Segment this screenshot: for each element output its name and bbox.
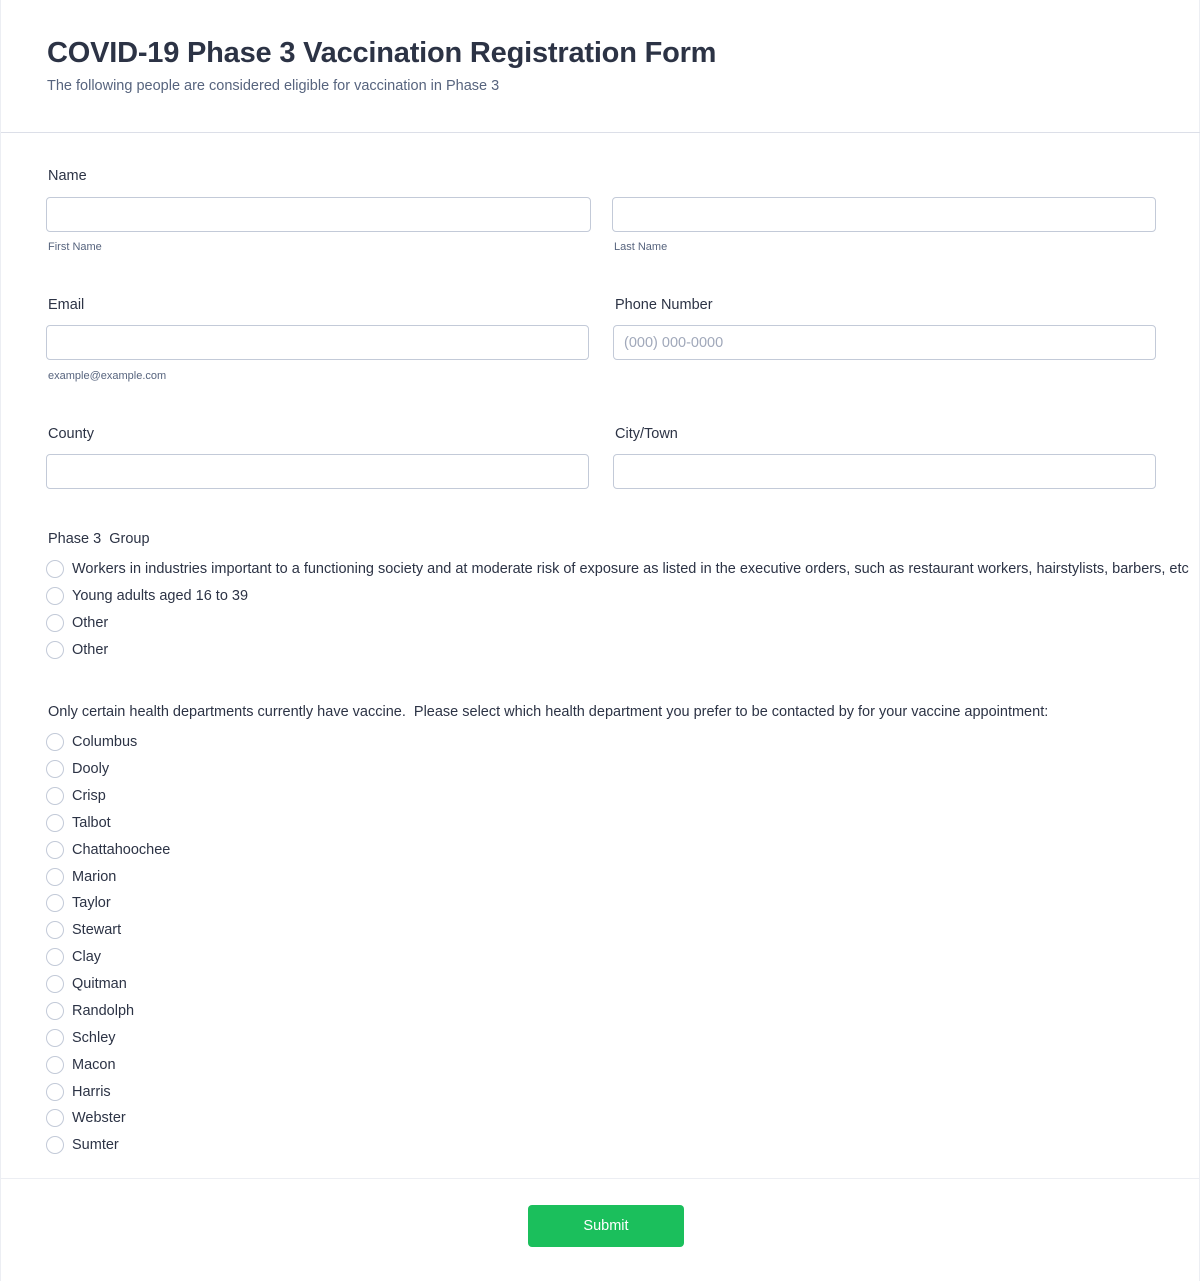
- footer-divider: [1, 1178, 1200, 1179]
- health-department-option[interactable]: Sumter: [46, 1135, 119, 1155]
- radio-button[interactable]: [46, 814, 64, 832]
- health-department-option[interactable]: Harris: [46, 1082, 111, 1102]
- email-input[interactable]: [46, 325, 589, 360]
- email-sublabel: example@example.com: [48, 370, 167, 382]
- radio-button[interactable]: [46, 1029, 64, 1047]
- form-title: COVID-19 Phase 3 Vaccination Registration Form: [47, 37, 717, 69]
- health-department-option[interactable]: Stewart: [46, 920, 121, 940]
- phase-group-option[interactable]: Other: [46, 613, 108, 633]
- radio-button[interactable]: [46, 894, 64, 912]
- radio-button[interactable]: [46, 733, 64, 751]
- health-department-label: Only certain health departments currently have vaccine. Please select which health department you prefer to be contacted by for your vaccine appointment:: [48, 704, 1049, 720]
- radio-button[interactable]: [46, 560, 64, 578]
- radio-button[interactable]: [46, 641, 64, 659]
- radio-button[interactable]: [46, 1002, 64, 1020]
- health-department-option[interactable]: Taylor: [46, 893, 111, 913]
- radio-button[interactable]: [46, 921, 64, 939]
- radio-button[interactable]: [46, 614, 64, 632]
- health-department-option[interactable]: Schley: [46, 1028, 116, 1048]
- health-department-option[interactable]: Chattahoochee: [46, 840, 170, 860]
- phase-group-option[interactable]: Other: [46, 640, 108, 660]
- health-department-option[interactable]: Clay: [46, 947, 101, 967]
- health-department-option[interactable]: Columbus: [46, 732, 137, 752]
- radio-button[interactable]: [46, 760, 64, 778]
- radio-button[interactable]: [46, 841, 64, 859]
- phase-group-option[interactable]: Young adults aged 16 to 39: [46, 586, 248, 606]
- email-label: Email: [48, 297, 85, 313]
- radio-button[interactable]: [46, 787, 64, 805]
- radio-button[interactable]: [46, 948, 64, 966]
- last-name-input[interactable]: [612, 197, 1156, 232]
- radio-button[interactable]: [46, 1136, 64, 1154]
- submit-button[interactable]: Submit: [528, 1205, 684, 1247]
- city-label: City/Town: [615, 426, 678, 442]
- radio-button[interactable]: [46, 975, 64, 993]
- phase-group-label: Phase 3 Group: [48, 531, 150, 547]
- first-name-input[interactable]: [46, 197, 591, 232]
- radio-button[interactable]: [46, 587, 64, 605]
- health-department-option[interactable]: Dooly: [46, 759, 109, 779]
- county-input[interactable]: [46, 454, 589, 489]
- health-department-option[interactable]: Macon: [46, 1055, 116, 1075]
- city-input[interactable]: [613, 454, 1156, 489]
- first-name-sublabel: First Name: [48, 241, 102, 253]
- last-name-sublabel: Last Name: [614, 241, 668, 253]
- radio-button[interactable]: [46, 1109, 64, 1127]
- health-department-option[interactable]: Webster: [46, 1108, 126, 1128]
- radio-button[interactable]: [46, 1056, 64, 1074]
- health-department-option[interactable]: Randolph: [46, 1001, 134, 1021]
- form-header: [1, 0, 1200, 133]
- phone-input[interactable]: [613, 325, 1156, 360]
- health-department-option[interactable]: Crisp: [46, 786, 106, 806]
- name-label: Name: [48, 168, 87, 184]
- phase-group-option[interactable]: Workers in industries important to a functioning society and at moderate risk of exposure as listed in the executive orders, such as restaurant workers, hairstylists, barbers, etc: [46, 559, 1189, 579]
- radio-button[interactable]: [46, 868, 64, 886]
- radio-button[interactable]: [46, 1083, 64, 1101]
- health-department-option[interactable]: Talbot: [46, 813, 111, 833]
- form-subtitle: The following people are considered eligible for vaccination in Phase 3: [47, 78, 500, 94]
- health-department-option[interactable]: Quitman: [46, 974, 127, 994]
- health-department-option[interactable]: Marion: [46, 867, 116, 887]
- phone-label: Phone Number: [615, 297, 713, 313]
- county-label: County: [48, 426, 94, 442]
